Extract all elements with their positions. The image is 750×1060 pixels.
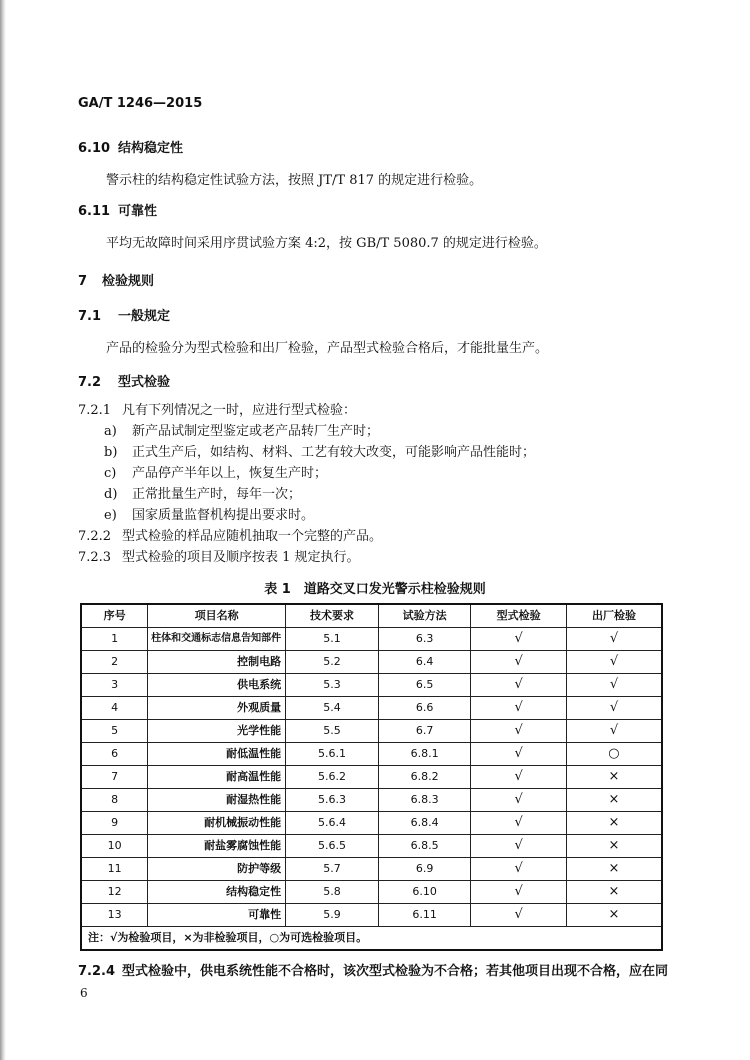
table-note-row <box>81 927 662 951</box>
cell-method: 6.4 <box>378 651 471 674</box>
section-6-10-heading <box>78 141 183 157</box>
cell-type-test: √ <box>471 812 567 835</box>
cell-seq: 9 <box>81 812 148 835</box>
list-text: 新产品试制定型鉴定或老产品转厂生产时； <box>132 424 380 439</box>
table-row <box>81 697 662 720</box>
section-number: 7.1 <box>78 309 102 324</box>
cell-type-test: √ <box>471 835 567 858</box>
cell-type-test: √ <box>471 628 567 651</box>
table-row <box>81 835 662 858</box>
clause-7-2-3 <box>78 550 360 566</box>
section-6-11-body: 平均无故障时间采用序贯试验方案 4:2，按 GB/T 5080.7 的规定进行检验。 <box>106 236 547 251</box>
cell-method: 6.8.5 <box>378 835 471 858</box>
cell-requirement: 5.9 <box>286 904 379 927</box>
cell-item: 耐低温性能 <box>148 743 286 766</box>
section-title: 结构稳定性 <box>118 141 184 156</box>
cell-factory-test: × <box>566 881 662 904</box>
cell-requirement: 5.8 <box>286 881 379 904</box>
cell-factory-test: √ <box>566 674 662 697</box>
cell-seq: 4 <box>81 697 148 720</box>
cell-method: 6.11 <box>378 904 471 927</box>
cell-method: 6.5 <box>378 674 471 697</box>
table-row <box>81 651 662 674</box>
cell-item: 光学性能 <box>148 720 286 743</box>
table-row <box>81 720 662 743</box>
cell-factory-test: ○ <box>566 743 662 766</box>
cell-factory-test: × <box>566 858 662 881</box>
chapter-number: 7 <box>78 274 88 289</box>
clause-text: 型式检验的项目及顺序按表 1 规定执行。 <box>122 550 360 565</box>
clause-number: 7.2.3 <box>78 550 112 565</box>
section-7-2-heading <box>78 375 170 391</box>
cell-type-test: √ <box>471 743 567 766</box>
page-number: 6 <box>80 986 88 1000</box>
table-row <box>81 904 662 927</box>
cell-item: 柱体和交通标志信息告知部件 <box>148 628 286 651</box>
clause-number: 7.2.1 <box>78 403 112 418</box>
list-text: 产品停产半年以上，恢复生产时； <box>132 466 328 481</box>
cell-type-test: √ <box>471 858 567 881</box>
list-item <box>104 445 535 461</box>
cell-factory-test: × <box>566 835 662 858</box>
list-text: 国家质量监督机构提出要求时。 <box>132 508 315 523</box>
section-number: 6.11 <box>78 204 111 219</box>
cell-seq: 8 <box>81 789 148 812</box>
cell-requirement: 5.7 <box>286 858 379 881</box>
table-row <box>81 789 662 812</box>
cell-type-test: √ <box>471 766 567 789</box>
cell-item: 供电系统 <box>148 674 286 697</box>
cell-item: 可靠性 <box>148 904 286 927</box>
cell-method: 6.10 <box>378 881 471 904</box>
cell-method: 6.7 <box>378 720 471 743</box>
cell-factory-test: × <box>566 789 662 812</box>
cell-seq: 13 <box>81 904 148 927</box>
list-label: d) <box>104 487 118 502</box>
page-edge-shadow <box>0 0 6 1060</box>
standard-header: GA/T 1246—2015 <box>78 96 203 111</box>
list-text: 正常批量生产时，每年一次； <box>132 487 302 502</box>
list-label: a) <box>104 424 117 439</box>
list-item <box>104 424 379 440</box>
cell-factory-test: √ <box>566 697 662 720</box>
list-label: c) <box>104 466 117 481</box>
section-title: 型式检验 <box>118 375 171 390</box>
section-7-1-heading <box>78 309 170 325</box>
col-header-requirement: 技术要求 <box>286 604 379 628</box>
cell-item: 耐高温性能 <box>148 766 286 789</box>
cell-seq: 6 <box>81 743 148 766</box>
cell-requirement: 5.5 <box>286 720 379 743</box>
clause-text: 凡有下列情况之一时，应进行型式检验： <box>122 403 357 418</box>
inspection-rules-table <box>80 603 663 951</box>
cell-requirement: 5.6.5 <box>286 835 379 858</box>
col-header-type-test: 型式检验 <box>471 604 567 628</box>
table-row <box>81 812 662 835</box>
list-item <box>104 466 327 482</box>
cell-item: 控制电路 <box>148 651 286 674</box>
clause-number: 7.2.2 <box>78 529 112 544</box>
clause-text: 型式检验中，供电系统性能不合格时，该次型式检验为不合格；若其他项目出现不合格，应在同 <box>122 964 669 979</box>
cell-item: 外观质量 <box>148 697 286 720</box>
cell-method: 6.8.3 <box>378 789 471 812</box>
col-header-seq: 序号 <box>81 604 148 628</box>
table-row <box>81 766 662 789</box>
cell-factory-test: √ <box>566 720 662 743</box>
cell-seq: 7 <box>81 766 148 789</box>
section-6-10-body: 警示柱的结构稳定性试验方法，按照 JT/T 817 的规定进行检验。 <box>106 173 483 188</box>
cell-method: 6.9 <box>378 858 471 881</box>
col-header-factory-test: 出厂检验 <box>566 604 662 628</box>
clause-text: 型式检验的样品应随机抽取一个完整的产品。 <box>122 529 383 544</box>
cell-factory-test: √ <box>566 628 662 651</box>
cell-seq: 10 <box>81 835 148 858</box>
list-item <box>104 508 314 524</box>
table-caption: 表 1 道路交叉口发光警示柱检验规则 <box>264 582 486 597</box>
cell-seq: 2 <box>81 651 148 674</box>
list-label: b) <box>104 445 118 460</box>
cell-requirement: 5.6.1 <box>286 743 379 766</box>
clause-7-2-4 <box>78 964 668 980</box>
cell-method: 6.8.2 <box>378 766 471 789</box>
table-row <box>81 743 662 766</box>
section-6-11-heading <box>78 204 157 220</box>
section-7-1-body: 产品的检验分为型式检验和出厂检验，产品型式检验合格后，才能批量生产。 <box>106 341 549 356</box>
cell-item: 耐湿热性能 <box>148 789 286 812</box>
table-row <box>81 858 662 881</box>
cell-requirement: 5.6.2 <box>286 766 379 789</box>
cell-seq: 11 <box>81 858 148 881</box>
section-number: 7.2 <box>78 375 102 390</box>
cell-requirement: 5.3 <box>286 674 379 697</box>
col-header-method: 试验方法 <box>378 604 471 628</box>
clause-7-2-2 <box>78 529 382 545</box>
clause-number: 7.2.4 <box>78 964 116 979</box>
list-item <box>104 487 301 503</box>
cell-method: 6.6 <box>378 697 471 720</box>
cell-factory-test: × <box>566 904 662 927</box>
clause-7-2-1 <box>78 403 356 419</box>
cell-item: 耐机械振动性能 <box>148 812 286 835</box>
cell-type-test: √ <box>471 904 567 927</box>
cell-seq: 12 <box>81 881 148 904</box>
table-header-row <box>81 604 662 628</box>
cell-type-test: √ <box>471 881 567 904</box>
cell-method: 6.3 <box>378 628 471 651</box>
cell-seq: 3 <box>81 674 148 697</box>
section-title: 一般规定 <box>118 309 171 324</box>
cell-requirement: 5.6.4 <box>286 812 379 835</box>
section-number: 6.10 <box>78 141 111 156</box>
cell-requirement: 5.1 <box>286 628 379 651</box>
cell-method: 6.8.4 <box>378 812 471 835</box>
cell-requirement: 5.2 <box>286 651 379 674</box>
table-row <box>81 674 662 697</box>
list-text: 正式生产后，如结构、材料、工艺有较大改变，可能影响产品性能时； <box>132 445 536 460</box>
cell-type-test: √ <box>471 720 567 743</box>
cell-requirement: 5.6.3 <box>286 789 379 812</box>
cell-item: 防护等级 <box>148 858 286 881</box>
section-title: 可靠性 <box>118 204 158 219</box>
table-row <box>81 628 662 651</box>
cell-seq: 1 <box>81 628 148 651</box>
cell-factory-test: × <box>566 766 662 789</box>
table-note: 注：√为检验项目，×为非检验项目，○为可选检验项目。 <box>81 927 662 951</box>
cell-seq: 5 <box>81 720 148 743</box>
cell-item: 结构稳定性 <box>148 881 286 904</box>
chapter-title: 检验规则 <box>102 274 155 289</box>
cell-item: 耐盐雾腐蚀性能 <box>148 835 286 858</box>
col-header-item: 项目名称 <box>148 604 286 628</box>
cell-type-test: √ <box>471 697 567 720</box>
list-label: e) <box>104 508 117 523</box>
cell-type-test: √ <box>471 674 567 697</box>
cell-type-test: √ <box>471 789 567 812</box>
cell-method: 6.8.1 <box>378 743 471 766</box>
cell-requirement: 5.4 <box>286 697 379 720</box>
cell-type-test: √ <box>471 651 567 674</box>
cell-factory-test: × <box>566 812 662 835</box>
table-row <box>81 881 662 904</box>
cell-factory-test: √ <box>566 651 662 674</box>
chapter-7-heading <box>78 274 154 290</box>
